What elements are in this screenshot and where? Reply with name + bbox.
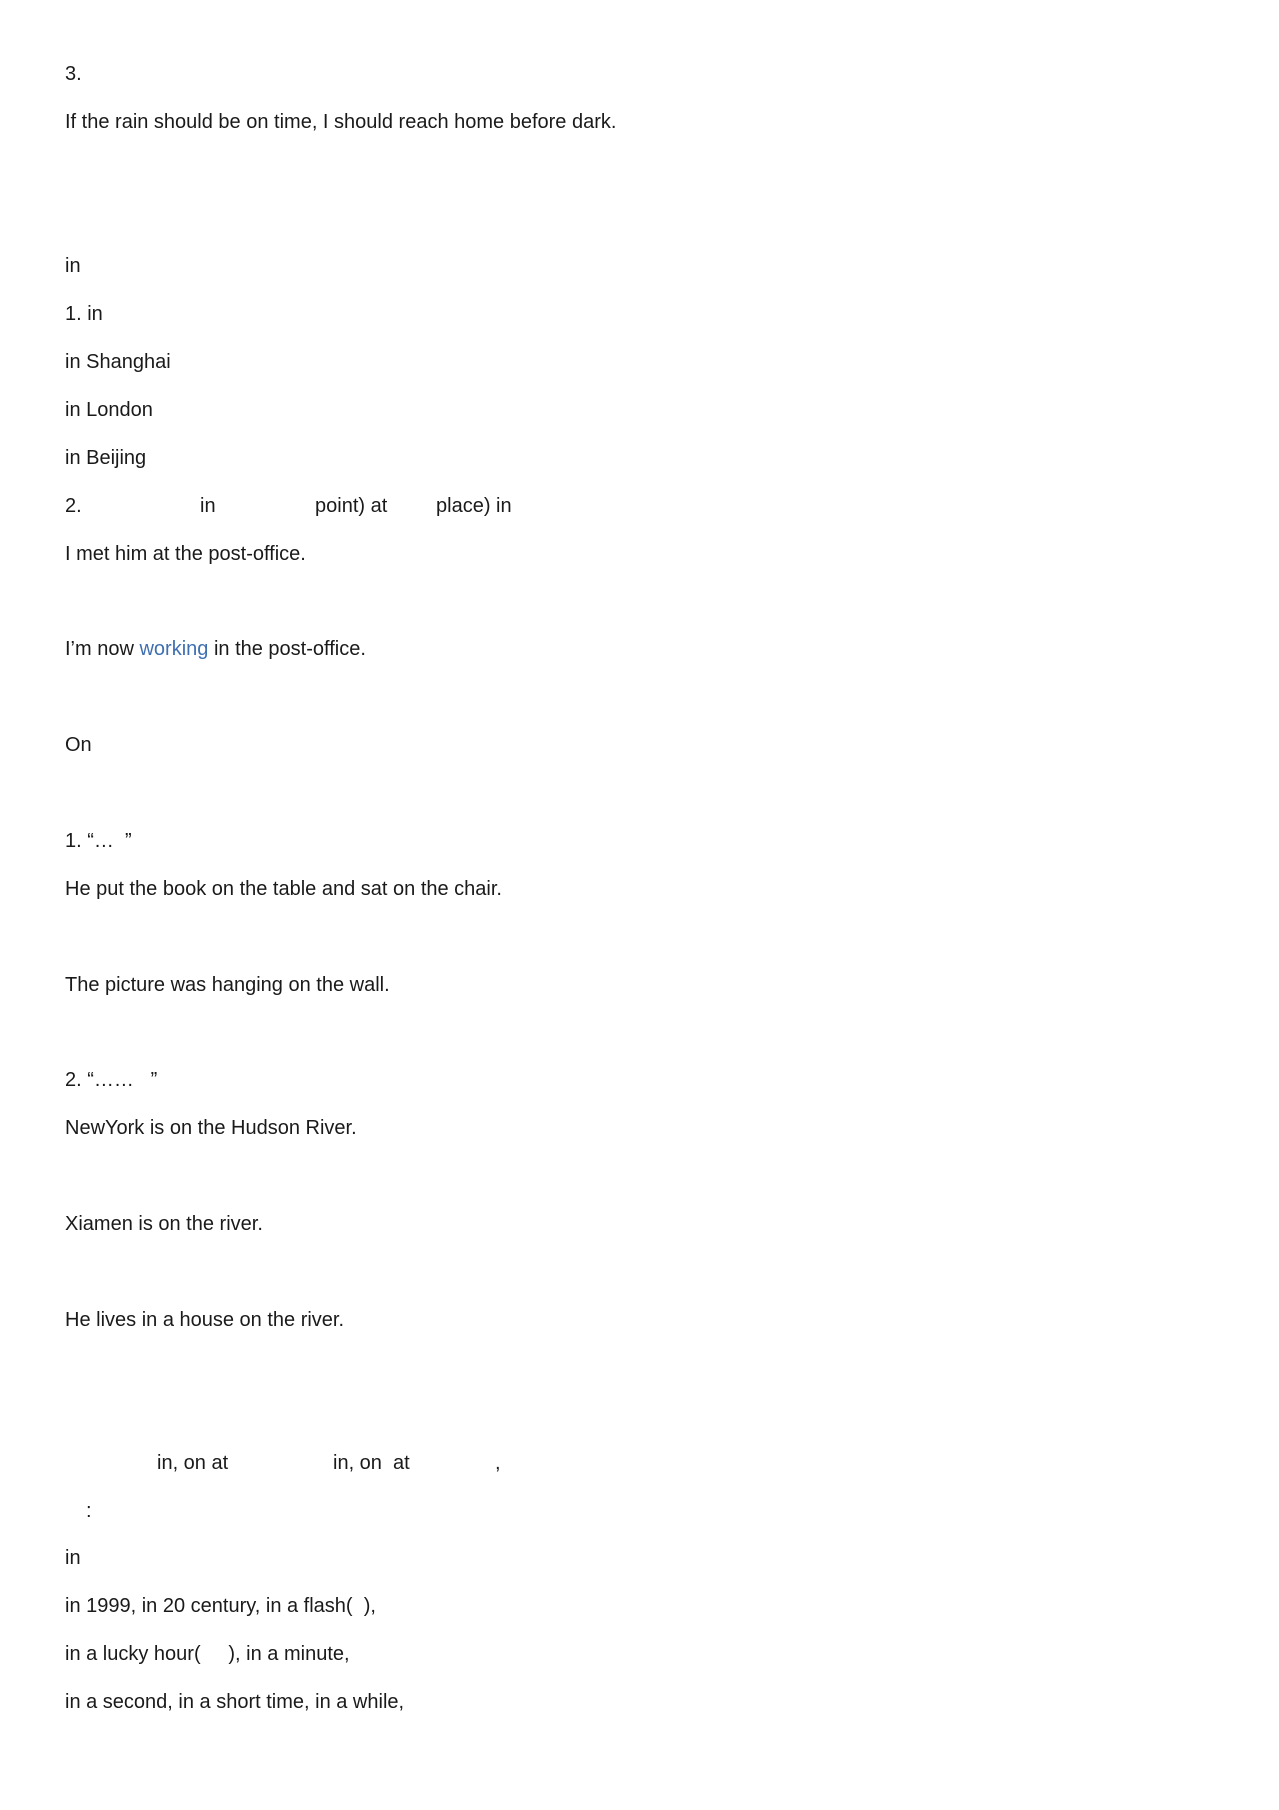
example-phrases: in 1999, in 20 century, in a flash( ), bbox=[65, 1595, 376, 1617]
sentence-start: I’m now bbox=[65, 638, 140, 660]
list-item: 2. “…… ” bbox=[65, 1069, 158, 1091]
heading-in: in bbox=[65, 255, 81, 277]
example-sentence: If the rain should be on time, I should reach home before dark. bbox=[65, 111, 617, 133]
example-sentence: He put the book on the table and sat on the chair. bbox=[65, 878, 502, 900]
example-sentence: NewYork is on the Hudson River. bbox=[65, 1117, 357, 1139]
example-phrase: in Beijing bbox=[65, 447, 147, 469]
example-phrase: in Shanghai bbox=[65, 351, 171, 373]
point-at: point) at bbox=[315, 495, 388, 517]
example-phrases: in a lucky hour( ), in a minute, bbox=[65, 1643, 350, 1665]
heading-in-time: in bbox=[65, 1547, 81, 1569]
list-number: 2. bbox=[65, 495, 82, 517]
example-sentence: I met him at the post-office. bbox=[65, 543, 306, 565]
prepositions-group-2: in, on at bbox=[333, 1452, 410, 1474]
list-item: 1. in bbox=[65, 303, 103, 325]
comma: , bbox=[495, 1452, 501, 1474]
example-sentence: Xiamen is on the river. bbox=[65, 1213, 263, 1235]
colon: : bbox=[86, 1500, 92, 1522]
list-item-2 bbox=[65, 494, 665, 518]
example-phrase: in London bbox=[65, 399, 153, 421]
example-sentence: He lives in a house on the river. bbox=[65, 1309, 345, 1331]
list-item: 1. “… ” bbox=[65, 830, 132, 852]
prepositions-group-1: in, on at bbox=[157, 1452, 229, 1474]
heading-on: On bbox=[65, 734, 92, 756]
preposition-in: in bbox=[200, 495, 216, 517]
comparison-line bbox=[65, 1451, 565, 1475]
sentence-end: in the post-office. bbox=[208, 638, 366, 660]
section-number: 3. bbox=[65, 63, 82, 85]
example-phrases: in a second, in a short time, in a while, bbox=[65, 1691, 405, 1713]
working-link[interactable]: working bbox=[139, 638, 209, 660]
example-sentence: The picture was hanging on the wall. bbox=[65, 974, 390, 996]
example-sentence bbox=[65, 637, 366, 661]
place-in: place) in bbox=[436, 495, 512, 517]
